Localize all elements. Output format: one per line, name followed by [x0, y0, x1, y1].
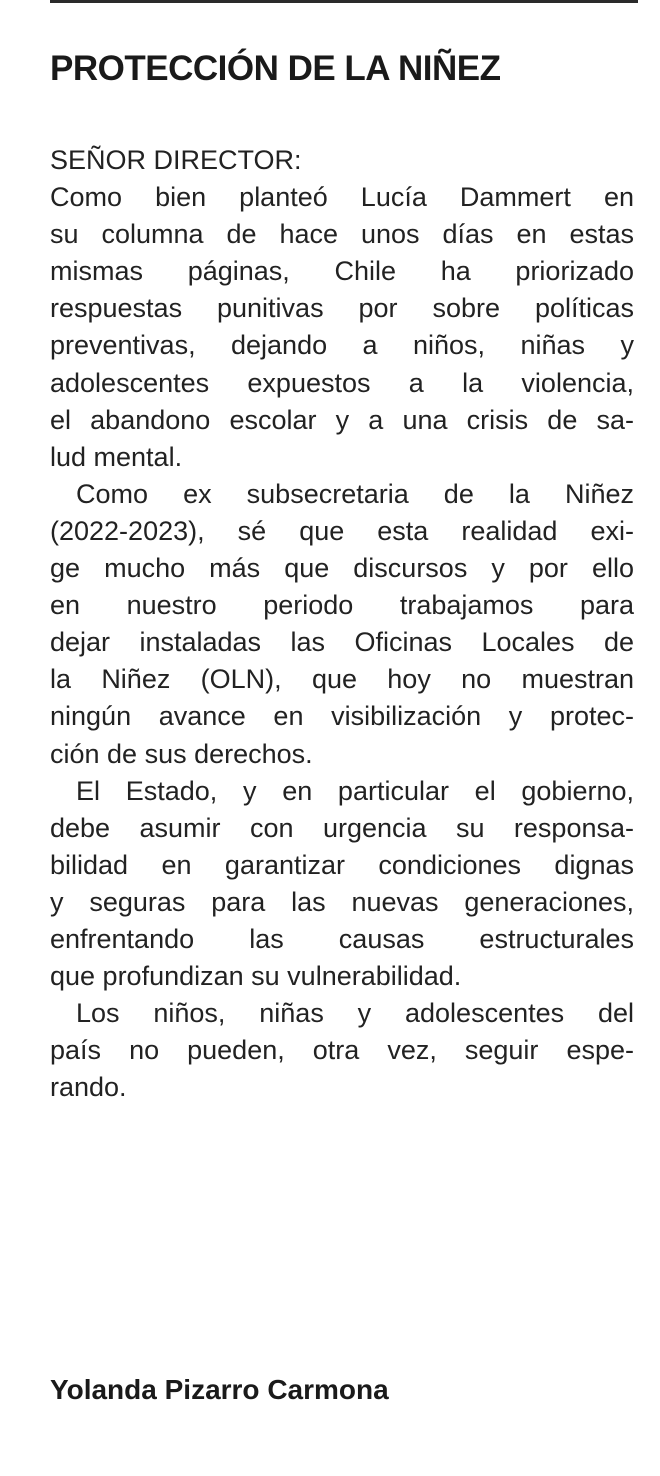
body-line: la Niñez (OLN), que hoy no muestran [50, 664, 634, 695]
body-line: ningún avance en visibilización y protec- [50, 701, 634, 732]
body-line: país no pueden, otra vez, seguir espe- [50, 1035, 634, 1066]
letter-headline: PROTECCIÓN DE LA NIÑEZ [50, 49, 501, 88]
body-line: adolescentes expuestos a la violencia, [50, 367, 634, 398]
body-line: lud mental. [50, 441, 183, 472]
body-line: en nuestro periodo trabajamos para [50, 590, 634, 621]
body-line: (2022-2023), sé que esta realidad exi- [50, 515, 634, 546]
body-line: el abandono escolar y a una crisis de sa- [50, 404, 634, 435]
body-line: enfrentando las causas estructurales [50, 923, 634, 954]
body-line: y seguras para las nuevas generaciones, [50, 886, 634, 917]
body-line: Como bien planteó Lucía Dammert en [50, 182, 634, 213]
body-line: respuestas punitivas por sobre políticas [50, 293, 634, 324]
body-line: rando. [50, 1072, 127, 1103]
body-line: ción de sus derechos. [50, 738, 313, 769]
body-line: preventivas, dejando a niños, niñas y [50, 330, 634, 361]
salutation: SEÑOR DIRECTOR: [50, 145, 302, 175]
body-line: ge mucho más que discursos y por ello [50, 553, 634, 584]
body-line: bilidad en garantizar condiciones dignas [50, 849, 634, 880]
letter-body [50, 142, 634, 1106]
body-line: mismas páginas, Chile ha priorizado [50, 256, 634, 287]
body-line: El Estado, y en particular el gobierno, [76, 775, 634, 806]
top-rule [50, 0, 638, 3]
body-line: que profundizan su vulnerabilidad. [50, 961, 462, 992]
body-line: dejar instaladas las Oficinas Locales de [50, 627, 634, 658]
body-line: su columna de hace unos días en estas [50, 219, 634, 250]
body-line: debe asumir con urgencia su responsa- [50, 812, 634, 843]
letter-signature: Yolanda Pizarro Carmona [50, 1374, 389, 1405]
body-line: Como ex subsecretaria de la Niñez [76, 478, 634, 509]
body-line: Los niños, niñas y adolescentes del [76, 998, 634, 1029]
